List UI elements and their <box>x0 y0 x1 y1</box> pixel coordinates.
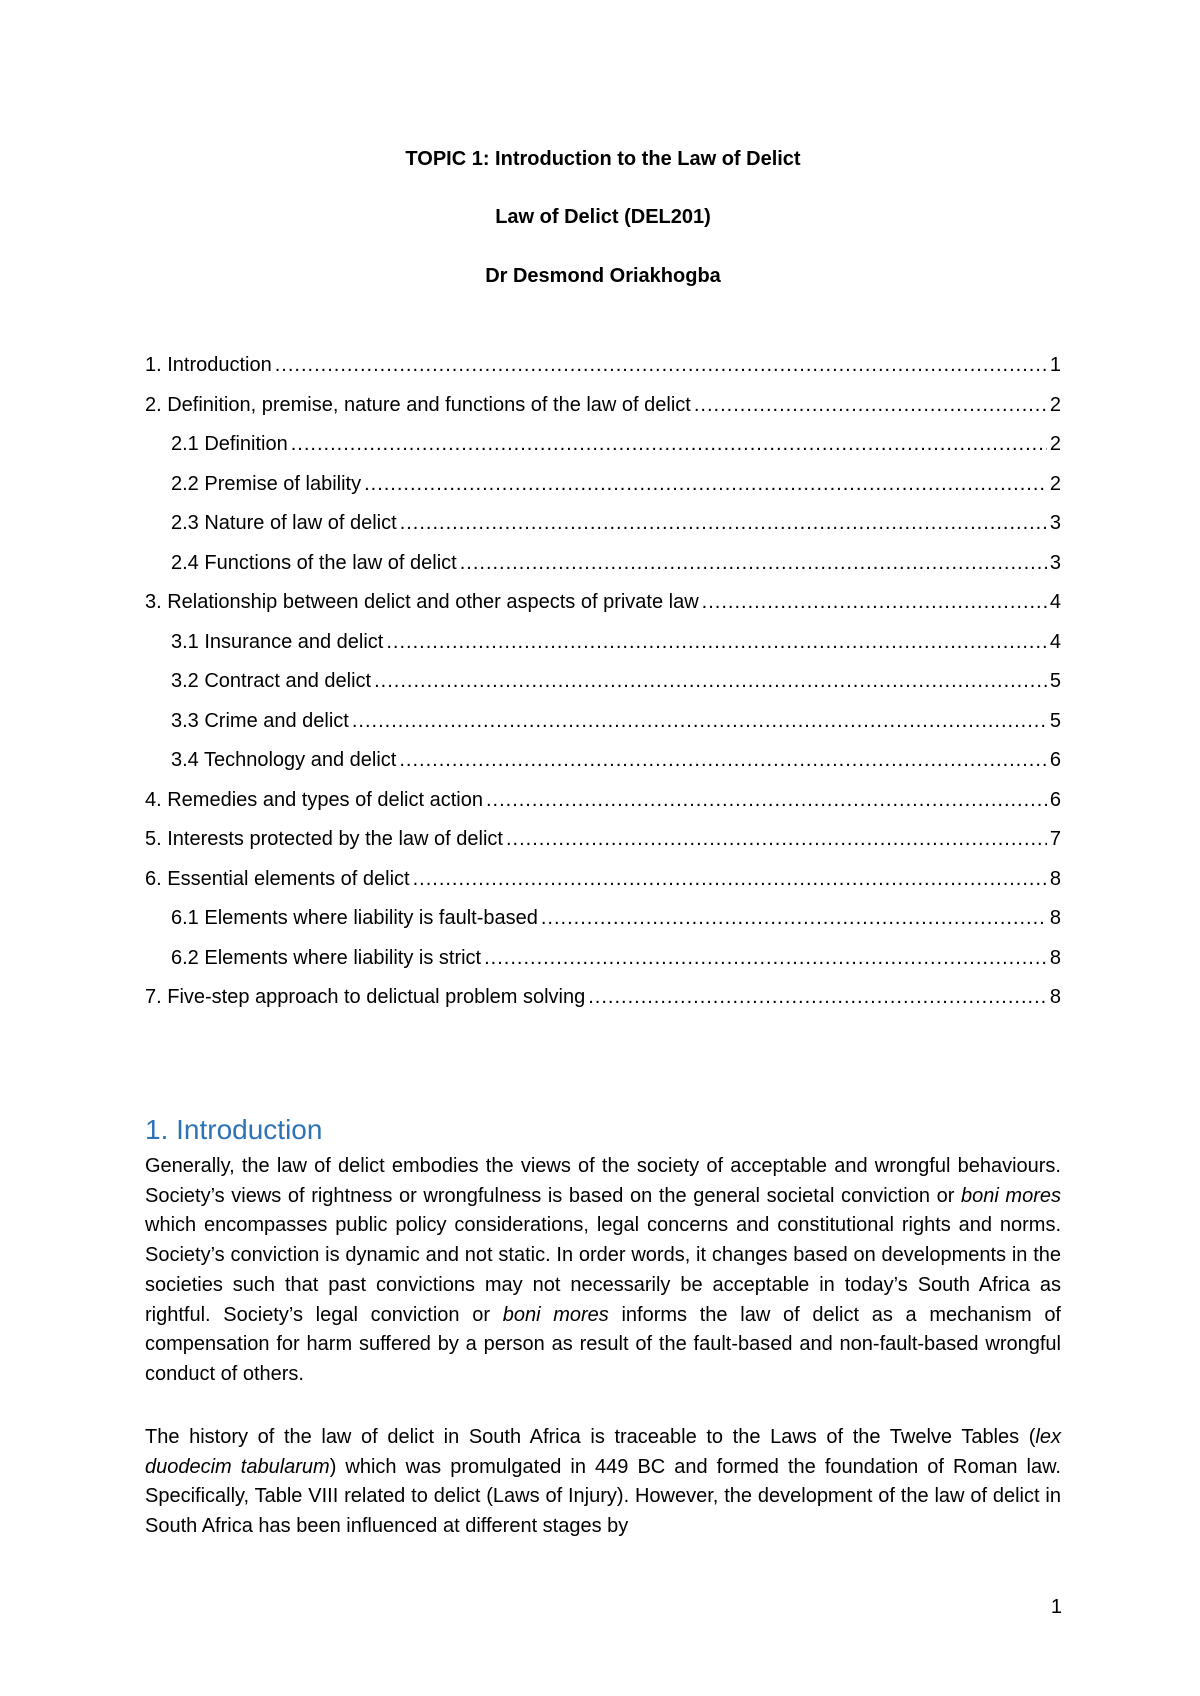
toc-entry-label: 6.1 Elements where liability is fault-based <box>171 907 538 929</box>
toc-entry-label: 2.3 Nature of law of delict <box>171 512 397 534</box>
toc-entry-page: 8 <box>1049 907 1061 929</box>
toc-entry-label: 4. Remedies and types of delict action <box>145 788 483 811</box>
toc-entry-label: 3.4 Technology and delict <box>171 749 397 771</box>
toc-entry-page: 1 <box>1049 354 1061 376</box>
toc-leader-dots <box>413 866 1047 892</box>
toc-entry-page: 2 <box>1049 472 1061 495</box>
toc-entry-label: 3.1 Insurance and delict <box>171 630 384 653</box>
toc-entry[interactable] <box>145 905 1061 945</box>
toc-leader-dots <box>364 471 1047 497</box>
toc-leader-dots <box>275 352 1047 378</box>
toc-entry-page: 6 <box>1049 749 1061 771</box>
toc-entry[interactable] <box>145 550 1061 590</box>
toc-entry-page: 6 <box>1049 788 1061 811</box>
toc-leader-dots <box>541 905 1047 931</box>
author-name: Dr Desmond Oriakhogba <box>485 265 721 287</box>
toc-entry-page: 4 <box>1049 630 1061 653</box>
toc-leader-dots <box>399 747 1047 773</box>
toc-leader-dots <box>352 708 1047 734</box>
toc-entry[interactable] <box>145 668 1061 708</box>
toc-entry[interactable] <box>145 826 1061 866</box>
toc-leader-dots <box>702 589 1047 615</box>
toc-entry-label: 2.1 Definition <box>171 433 288 455</box>
toc-entry[interactable] <box>145 392 1061 432</box>
toc-entry-page: 2 <box>1049 433 1061 455</box>
toc-entry-page: 3 <box>1049 512 1061 534</box>
toc-entry[interactable] <box>145 747 1061 787</box>
toc-entry[interactable] <box>145 866 1061 906</box>
toc-entry-label: 3.2 Contract and delict <box>171 670 372 692</box>
toc-leader-dots <box>486 787 1047 813</box>
toc-entry[interactable] <box>145 589 1061 629</box>
toc-entry-label: 6.2 Elements where liability is strict <box>171 946 482 969</box>
toc-entry[interactable] <box>145 945 1061 985</box>
section-heading-introduction: 1. Introduction <box>145 1114 323 1145</box>
toc-entry-page: 4 <box>1049 591 1061 613</box>
toc-entry-label: 2. Definition, premise, nature and functions of the law of delict <box>145 393 691 416</box>
toc-entry[interactable] <box>145 431 1061 471</box>
toc-entry-page: 3 <box>1049 551 1061 574</box>
table-of-contents <box>145 352 1061 1024</box>
toc-entry-page: 2 <box>1049 393 1061 416</box>
toc-entry-page: 5 <box>1049 670 1061 692</box>
toc-entry[interactable] <box>145 708 1061 748</box>
toc-entry-label: 7. Five-step approach to delictual problem solving <box>145 986 586 1008</box>
toc-entry-page: 7 <box>1049 828 1061 850</box>
toc-leader-dots <box>374 668 1047 694</box>
toc-entry-label: 2.2 Premise of lability <box>171 472 362 495</box>
toc-leader-dots <box>694 392 1047 418</box>
toc-entry[interactable] <box>145 629 1061 669</box>
toc-leader-dots <box>588 984 1047 1010</box>
toc-leader-dots <box>386 629 1047 655</box>
toc-entry-page: 8 <box>1049 867 1061 890</box>
toc-entry-label: 3. Relationship between delict and other aspects of private law <box>145 591 699 613</box>
toc-entry-label: 1. Introduction <box>145 354 272 376</box>
topic-title: TOPIC 1: Introduction to the Law of Delict <box>405 148 801 170</box>
toc-entry[interactable] <box>145 510 1061 550</box>
toc-entry-label: 6. Essential elements of delict <box>145 867 410 890</box>
toc-entry-page: 8 <box>1049 986 1061 1008</box>
toc-entry[interactable] <box>145 352 1061 392</box>
toc-entry-label: 3.3 Crime and delict <box>171 709 349 732</box>
toc-leader-dots <box>506 826 1047 852</box>
toc-entry-label: 5. Interests protected by the law of delict <box>145 828 503 850</box>
course-title: Law of Delict (DEL201) <box>495 206 711 228</box>
paragraph-introduction-2: The history of the law of delict in South Africa is traceable to the Laws of the Twelve Tables (lex duodecim tabularum) which was promulgated in 449 BC and formed the foundation of Roman law. Specifically, Table VIII related to delict (Laws of Injury). However, the development of the law of delict in South Africa has been influenced at different stages by <box>145 1426 1061 1538</box>
toc-entry-page: 8 <box>1049 946 1061 969</box>
toc-leader-dots <box>484 945 1047 971</box>
toc-leader-dots <box>291 431 1047 457</box>
toc-entry-page: 5 <box>1049 709 1061 732</box>
toc-entry[interactable] <box>145 984 1061 1024</box>
toc-entry[interactable] <box>145 471 1061 511</box>
paragraph-introduction-1: Generally, the law of delict embodies the views of the society of acceptable and wrongful behaviours. Society’s views of rightness or wrongfulness is based on the general societal conviction or boni mores which encompasses public policy considerations, legal concerns and constitutional rights and norms. Society’s conviction is dynamic and not static. In order words, it changes based on developments in the societies such that past convictions may not necessarily be acceptable in today’s South Africa as rightful. Society’s legal conviction or boni mores informs the law of delict as a mechanism of compensation for harm suffered by a person as result of the fault-based and non-fault-based wrongful conduct of others. <box>145 1155 1061 1385</box>
toc-leader-dots <box>460 550 1047 576</box>
toc-leader-dots <box>400 510 1047 536</box>
page-number: 1 <box>1050 1596 1062 1618</box>
toc-entry[interactable] <box>145 787 1061 827</box>
toc-entry-label: 2.4 Functions of the law of delict <box>171 551 457 574</box>
